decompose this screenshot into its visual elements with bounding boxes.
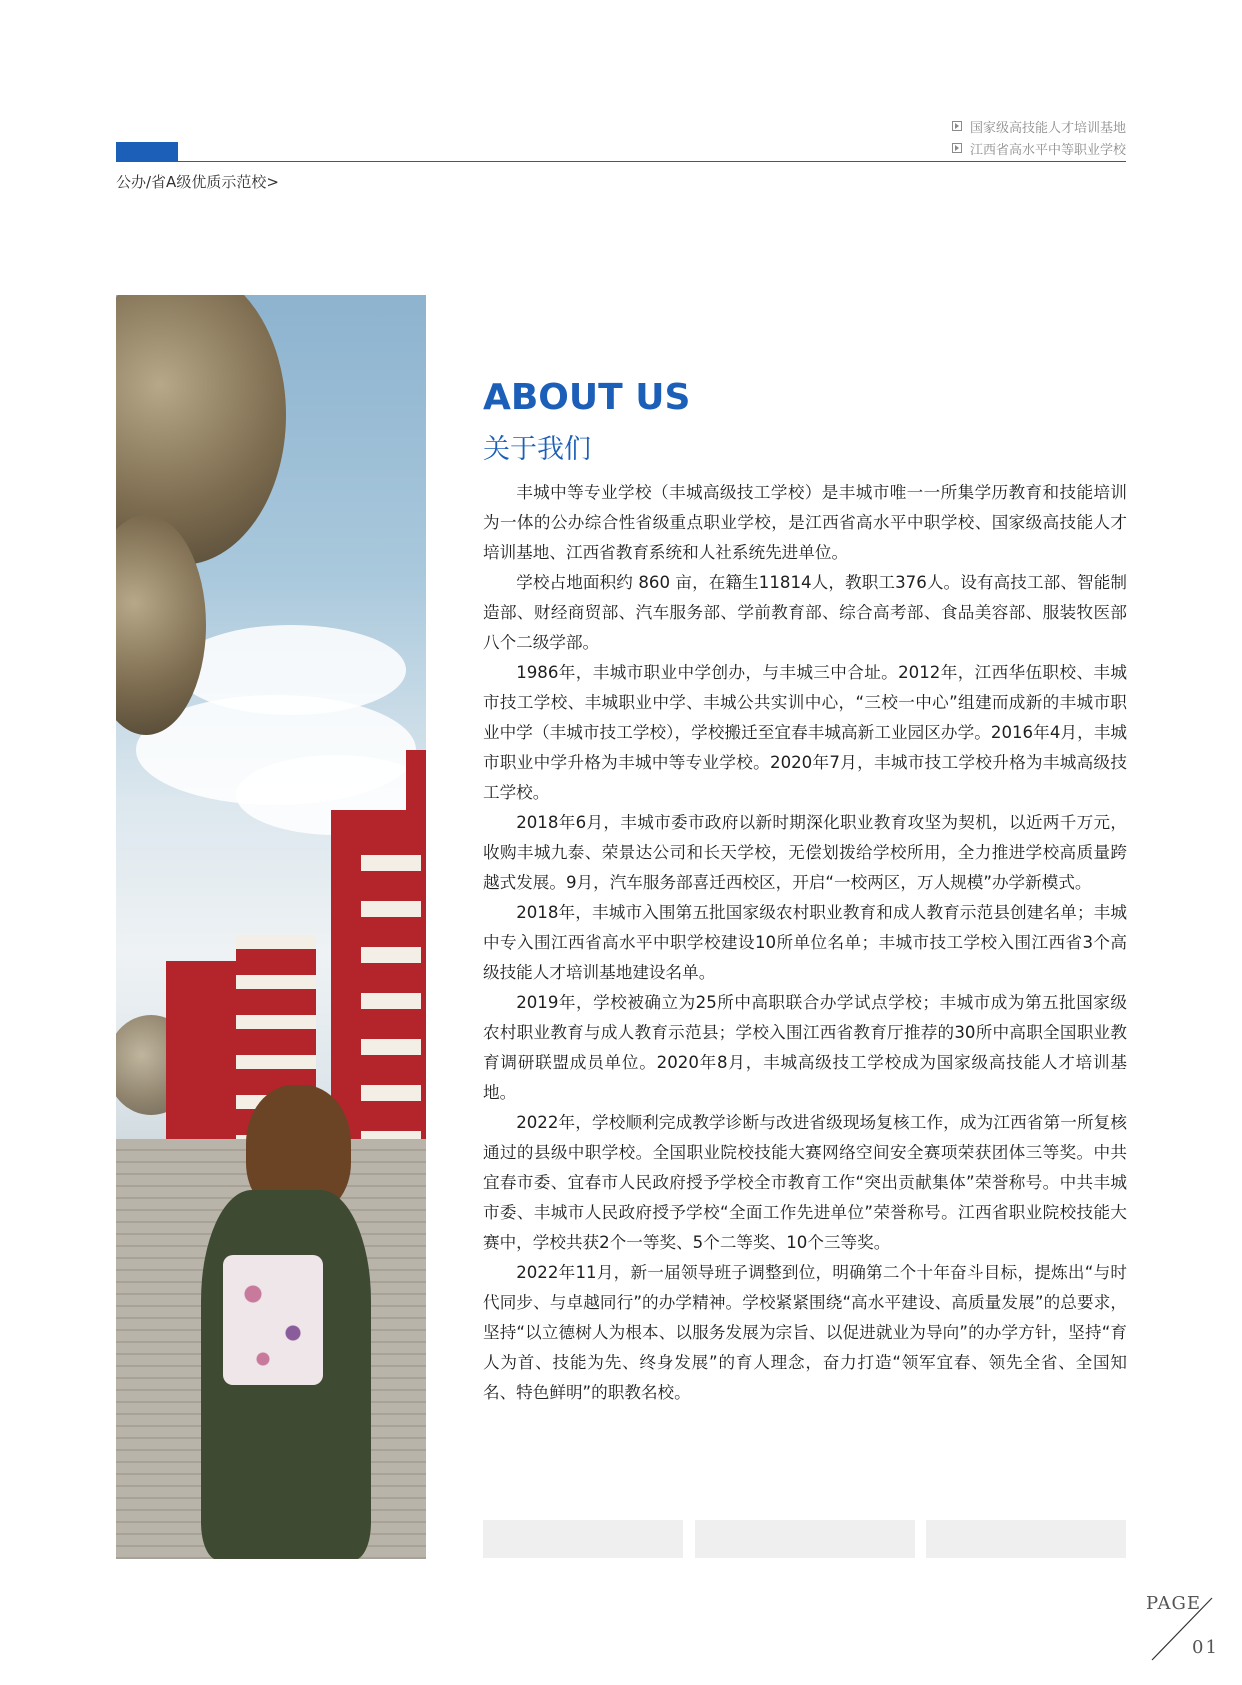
about-title-cn: 关于我们: [483, 434, 591, 465]
paragraph: 2022年，学校顺利完成教学诊断与改进省级现场复核工作，成为江西省第一所复核通过的县级中职学校。全国职业院校技能大赛网络空间安全赛项荣获团体三等奖。中共宜春市委、宜春市人民政府授予学校全市教育工作“突出贡献集体”荣誉称号。中共丰城市委、丰城市人民政府授予学校“全面工作先进单位”荣誉称号。江西省职业院校技能大赛中，学校共获2个一等奖、5个二等奖、10个三等奖。: [483, 1113, 1127, 1252]
header-tag: [952, 115, 1126, 137]
paragraph: 2018年6月，丰城市委市政府以新时期深化职业教育攻坚为契机，以近两千万元，收购丰城九泰、荣景达公司和长天学校，无偿划拨给学校所用，全力推进学校高质量跨越式发展。9月，汽车服务部喜迁西校区，开启“一校两区，万人规模”办学新模式。: [483, 813, 1127, 892]
about-title-en: ABOUT US: [483, 377, 691, 418]
header-tag-label: 江西省高水平中等职业学校: [969, 142, 1126, 158]
arrow-box-icon: [952, 143, 962, 153]
grey-placeholder-box: [483, 1520, 683, 1558]
paragraph: 丰城中等专业学校（丰城高级技工学校）是丰城市唯一一所集学历教育和技能培训为一体的公办综合性省级重点职业学校，是江西省高水平中职学校、国家级高技能人才培训基地、江西省教育系统和人社系统先进单位。: [483, 483, 1127, 562]
paragraph: 2018年，丰城市入围第五批国家级农村职业教育和成人教育示范县创建名单；丰城中专入围江西省高水平中职学校建设10所单位名单；丰城市技工学校入围江西省3个高级技能人才培训基地建设名单。: [483, 903, 1127, 982]
paragraph: 学校占地面积约 860 亩，在籍生11814人，教职工376人。设有高技工部、智能制造部、财经商贸部、汽车服务部、学前教育部、综合高考部、食品美容部、服装牧医部八个二级学部。: [483, 573, 1127, 652]
arrow-box-icon: [952, 121, 962, 131]
campus-photo: [116, 295, 426, 1559]
about-body: [483, 478, 1127, 1408]
page-number: 01: [1192, 1637, 1219, 1658]
grey-placeholder-box: [695, 1520, 915, 1558]
page-label: PAGE: [1146, 1593, 1201, 1614]
paragraph: 2022年11月，新一届领导班子调整到位，明确第二个十年奋斗目标，提炼出“与时代同步、与卓越同行”的办学精神。学校紧紧围绕“高水平建设、高质量发展”的总要求，坚持“以立德树人为根本、以服务发展为宗旨、以促进就业为导向”的办学方针，坚持“育人为首、技能为先、终身发展”的育人理念，奋力打造“领军宜春、领先全省、全国知名、特色鲜明”的职教名校。: [483, 1263, 1127, 1402]
grey-placeholder-box: [926, 1520, 1126, 1558]
header-accent-bar: [116, 142, 178, 162]
backpack: [223, 1255, 323, 1385]
paragraph: 2019年，学校被确立为25所中高职联合办学试点学校；丰城市成为第五批国家级农村职业教育与成人教育示范县；学校入围江西省教育厅推荐的30所中高职全国职业教育调研联盟成员单位。2020年8月，丰城高级技工学校成为国家级高技能人才培训基地。: [483, 993, 1127, 1102]
paragraph: 1986年，丰城市职业中学创办，与丰城三中合址。2012年，江西华伍职校、丰城市技工学校、丰城职业中学、丰城公共实训中心，“三校一中心”组建而成新的丰城市职业中学（丰城市技工学校），学校搬迁至宜春丰城高新工业园区办学。2016年4月，丰城市职业中学升格为丰城中等专业学校。2020年7月，丰城市技工学校升格为丰城高级技工学校。: [483, 663, 1127, 802]
breadcrumb[interactable]: 公办/省A级优质示范校>: [116, 173, 279, 191]
header-tag-label: 国家级高技能人才培训基地: [969, 120, 1126, 136]
header-tag: [952, 137, 1126, 159]
header-tags: [952, 115, 1126, 159]
header-divider: [116, 161, 1126, 162]
